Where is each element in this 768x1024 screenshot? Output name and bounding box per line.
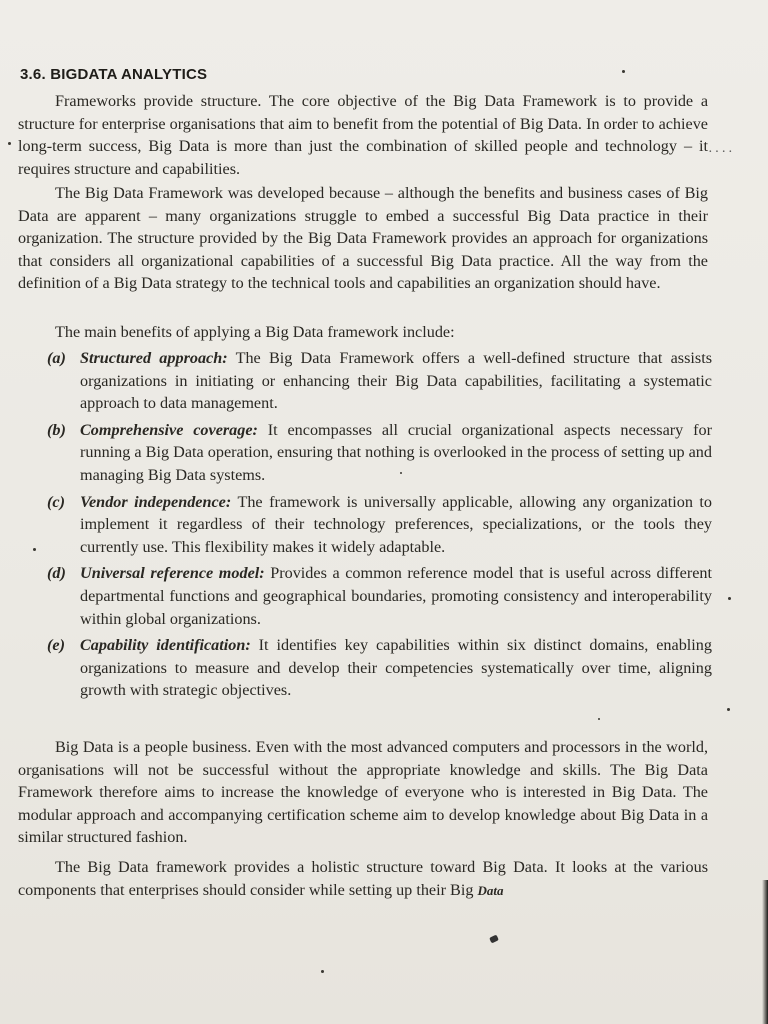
holistic-text: The Big Data framework provides a holistic structure toward Big Data. It looks at the various components that enterprises should consider while setting up their Big bbox=[18, 858, 708, 899]
benefit-term: Structured approach: bbox=[80, 349, 228, 367]
benefit-text: Provides a common reference model that is useful across different departmental functions and geographical boundaries, promoting consistency and interoperability within global organizations. bbox=[80, 564, 712, 628]
scan-pen-mark bbox=[489, 935, 499, 944]
scan-dotted-trail: ···· bbox=[708, 145, 735, 160]
scan-speck bbox=[400, 472, 402, 474]
list-item bbox=[47, 634, 712, 702]
list-item bbox=[47, 419, 712, 487]
benefits-intro: The main benefits of applying a Big Data framework include: bbox=[55, 323, 455, 341]
page-break-word: Data bbox=[477, 882, 504, 898]
benefit-text: It encompasses all crucial organizational aspects necessary for running a Big Data operation, ensuring that nothing is overlooked in the process of setting up and managing Big Data systems. bbox=[80, 420, 712, 484]
list-marker: (d) bbox=[47, 564, 66, 583]
scan-speck bbox=[33, 548, 36, 551]
benefit-term: Comprehensive coverage: bbox=[80, 420, 258, 439]
benefit-term: Vendor independence: bbox=[80, 492, 232, 511]
paragraph-people-business: Big Data is a people business. Even with the most advanced computers and processors in the world, organisations will not be successful without the appropriate knowledge and skills. The Big Data Framework therefore aims to increase the knowledge of everyone who is interested in Big Data. The modular approach and accompanying certification scheme aim to develop knowledge about Big Data in a similar structured fashion. bbox=[18, 738, 708, 847]
benefits-list bbox=[47, 347, 712, 706]
scan-speck bbox=[728, 597, 731, 600]
scan-speck bbox=[622, 70, 625, 73]
benefit-text: The framework is universally applicable, allowing any organization to implement it regardless of their technology preferences, specializations, or the tools they currently use. This flexibility makes it widely adaptable. bbox=[80, 492, 712, 556]
benefit-term: Capability identification: bbox=[80, 636, 251, 655]
scan-speck bbox=[321, 970, 324, 973]
paragraph-framework-origin: The Big Data Framework was developed because – although the benefits and business cases of Big Data are apparent – many organizations struggle to embed a successful Big Data practice in their organization. The structure provided by the Big Data Framework provides an approach for organizations that considers all organizational capabilities of a successful Big Data practice. All the way from the definition of a Big Data strategy to the technical tools and capabilities an organization should have. bbox=[18, 184, 708, 293]
list-marker: (e) bbox=[47, 636, 65, 655]
benefit-text: The Big Data Framework offers a well-defined structure that assists organizations in initiating or enhancing their Big Data capabilities, facilitating a systematic approach to data management. bbox=[80, 349, 712, 413]
benefit-text: It identifies key capabilities within six distinct domains, enabling organizations to measure and develop their competencies systematically over time, aligning growth with strategic objectives. bbox=[80, 636, 712, 700]
list-marker: (b) bbox=[47, 420, 66, 439]
section-heading bbox=[20, 66, 207, 83]
list-marker: (c) bbox=[47, 492, 65, 511]
paragraph-frameworks: Frameworks provide structure. The core objective of the Big Data Framework is to provide a structure for enterprise organisations that aim to benefit from the potential of Big Data. In order to achieve long-term success, Big Data is more than just the combination of skilled people and technology – it requires structure and capabilities. bbox=[18, 92, 708, 178]
scan-speck bbox=[8, 142, 11, 145]
list-item bbox=[47, 491, 712, 559]
list-item bbox=[47, 562, 712, 630]
benefit-term: Universal reference model: bbox=[80, 564, 265, 583]
scan-page-edge bbox=[762, 880, 768, 1024]
section-title: BIGDATA ANALYTICS bbox=[50, 66, 208, 83]
scan-speck bbox=[598, 718, 600, 720]
section-number: 3.6. bbox=[20, 66, 46, 83]
scan-speck bbox=[727, 708, 730, 711]
list-item bbox=[47, 347, 712, 415]
paragraph-holistic-structure bbox=[18, 856, 708, 902]
list-marker: (a) bbox=[47, 349, 66, 367]
